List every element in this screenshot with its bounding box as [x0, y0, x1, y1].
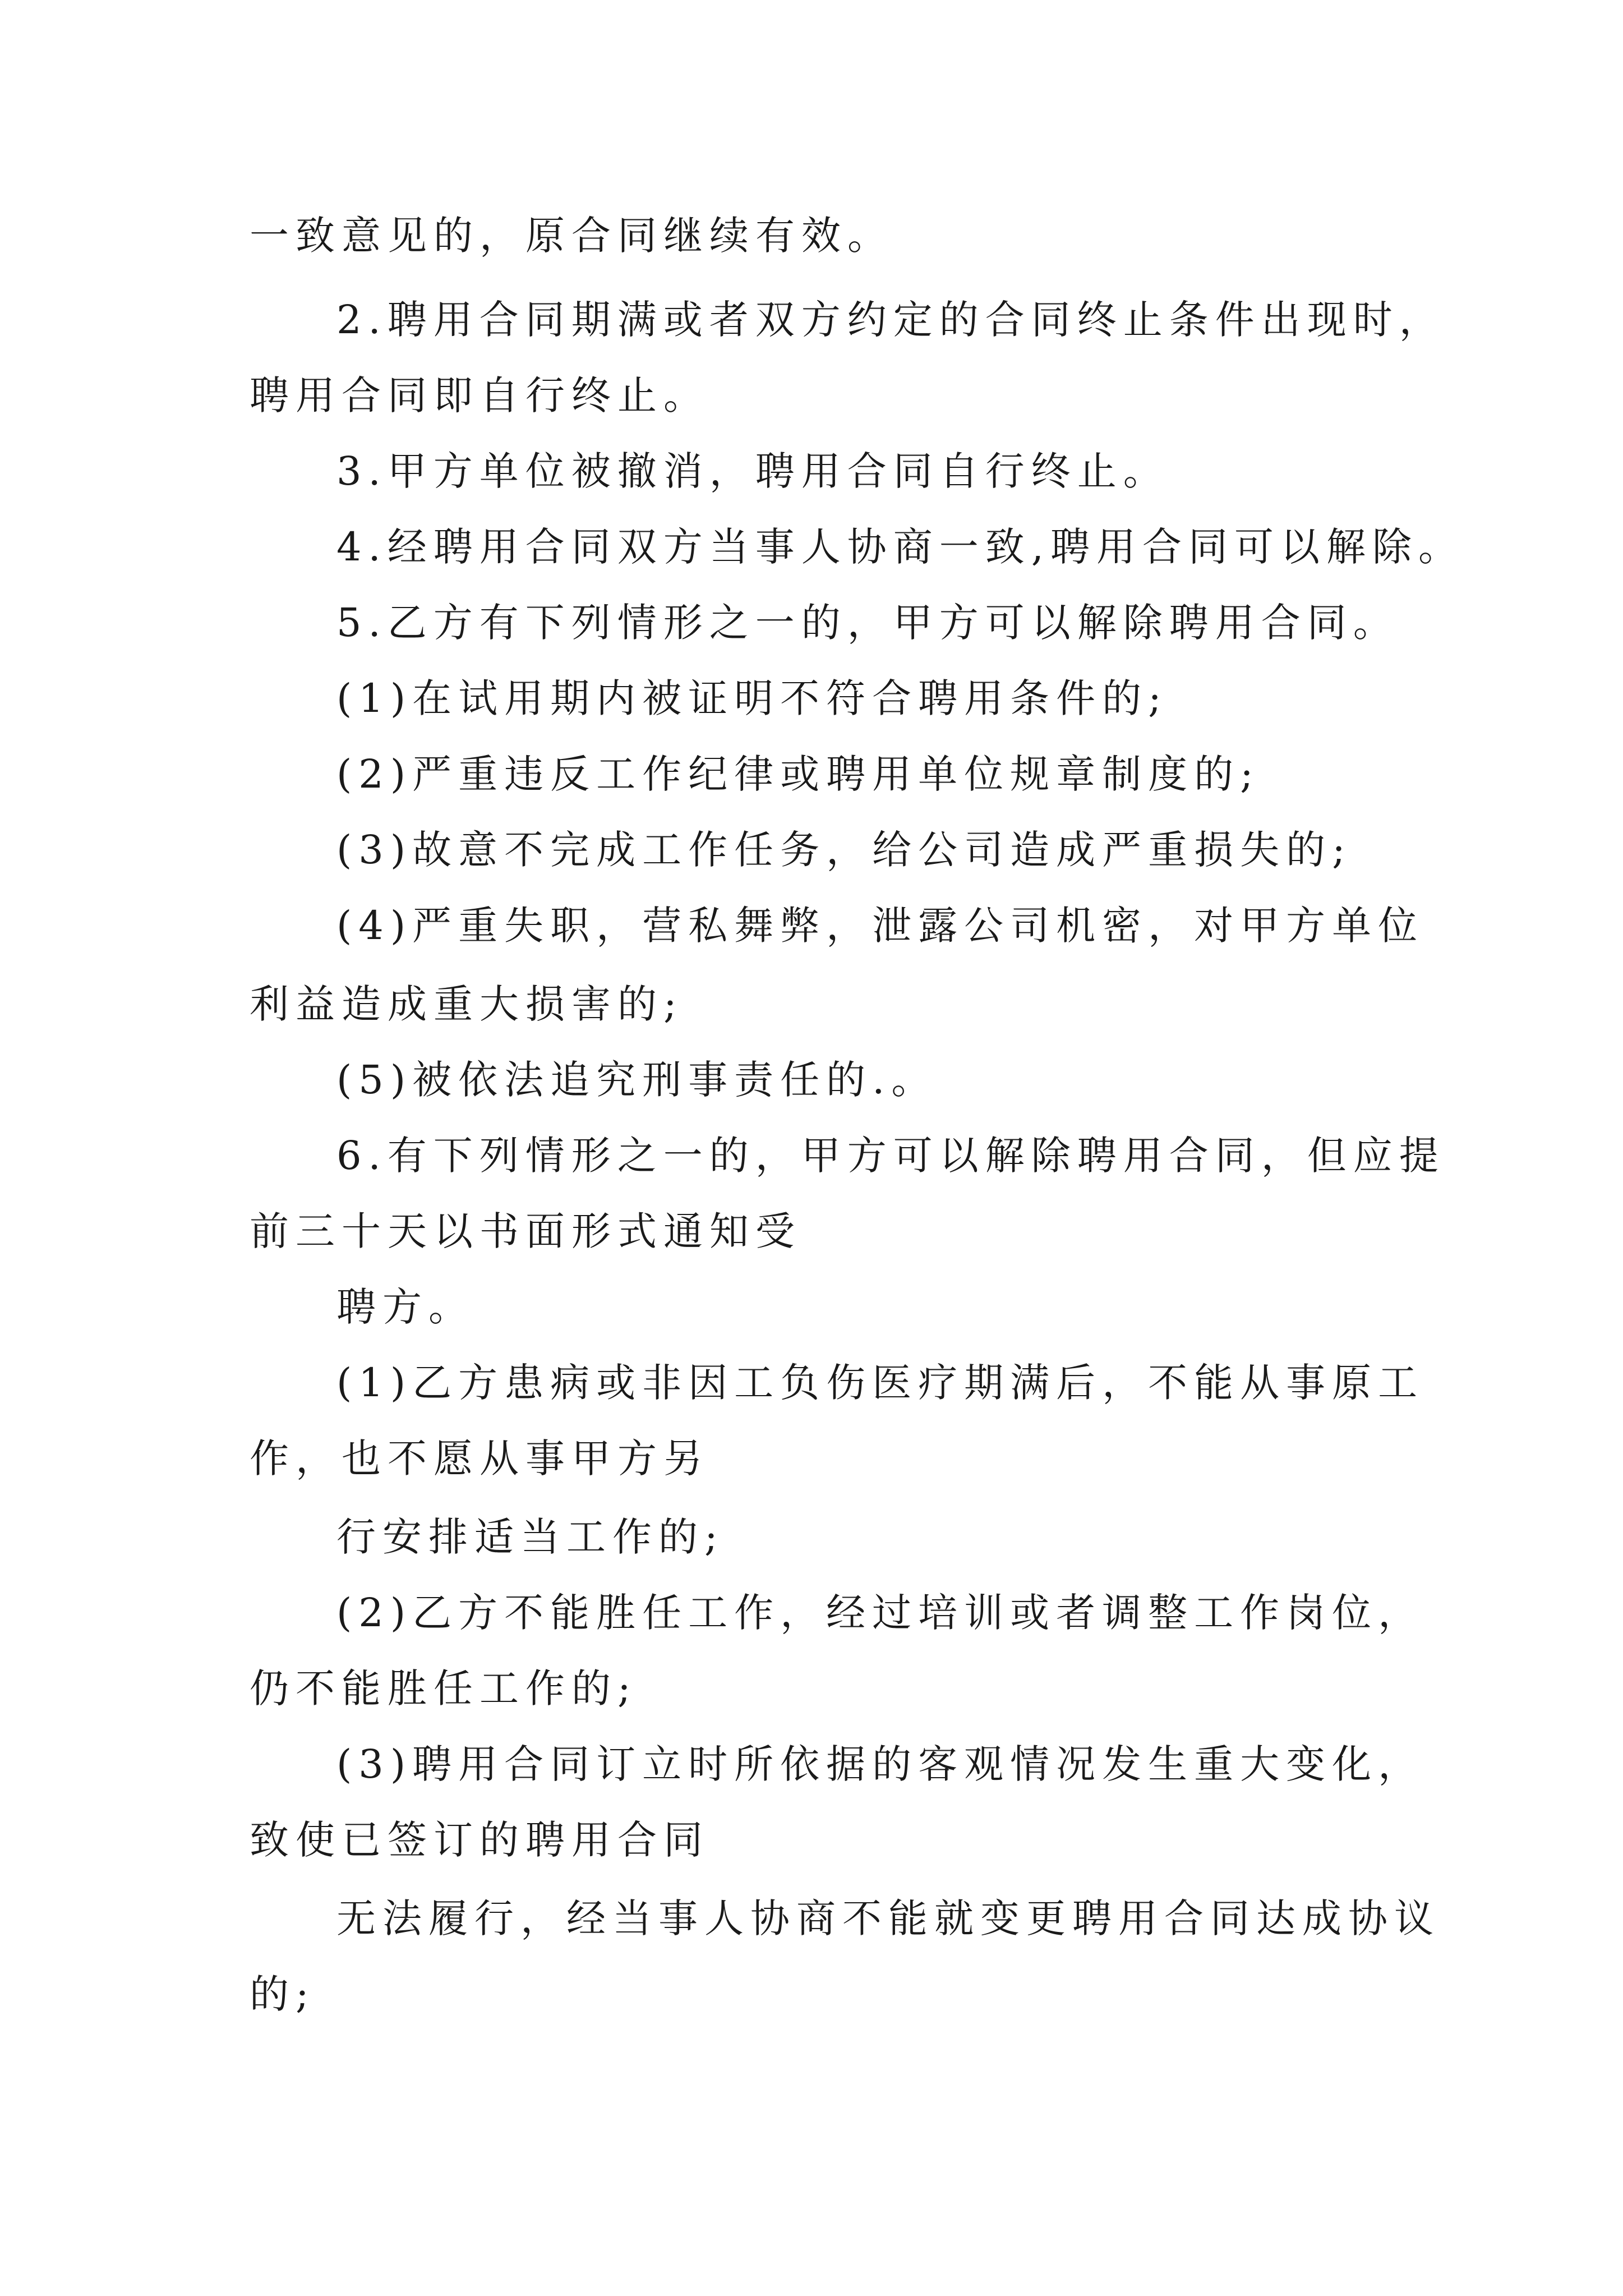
- text-line: 利益造成重大损害的;: [250, 981, 684, 1027]
- text-line: 3.甲方单位被撤消，聘用合同自行终止。: [336, 448, 1169, 494]
- text-line: 聘用合同即自行终止。: [250, 372, 709, 418]
- text-line: 2.聘用合同期满或者双方约定的合同终止条件出现时，: [336, 297, 1445, 343]
- text-line: (5)被依法追究刑事责任的.。: [336, 1057, 938, 1103]
- text-line: (2)严重违反工作纪律或聘用单位规章制度的;: [336, 751, 1260, 797]
- text-line: 的;: [250, 1971, 316, 2017]
- text-line: 前三十天以书面形式通知受: [250, 1208, 801, 1254]
- text-line: 无法履行，经当事人协商不能就变更聘用合同达成协议: [336, 1895, 1440, 1941]
- text-line: 仍不能胜任工作的;: [250, 1665, 638, 1711]
- text-line: (4)严重失职，营私舞弊，泄露公司机密，对甲方单位: [336, 903, 1424, 949]
- text-line: 致使已签订的聘用合同: [250, 1817, 709, 1863]
- text-line: (1)乙方患病或非因工负伤医疗期满后，不能从事原工: [336, 1360, 1424, 1406]
- text-line: 作，也不愿从事甲方另: [250, 1435, 709, 1481]
- text-line: 4.经聘用合同双方当事人协商一致,聘用合同可以解除。: [336, 524, 1465, 570]
- text-line: 5.乙方有下列情形之一的，甲方可以解除聘用合同。: [336, 600, 1399, 646]
- text-line: (1)在试用期内被证明不符合聘用条件的;: [336, 675, 1168, 721]
- text-line: (3)聘用合同订立时所依据的客观情况发生重大变化，: [336, 1741, 1424, 1787]
- text-line: (3)故意不完成工作任务，给公司造成严重损失的;: [336, 827, 1352, 873]
- text-line: 6.有下列情形之一的，甲方可以解除聘用合同，但应提: [336, 1133, 1445, 1179]
- text-line: (2)乙方不能胜任工作，经过培训或者调整工作岗位，: [336, 1590, 1424, 1636]
- text-line: 聘方。: [336, 1284, 474, 1330]
- text-line: 一致意见的，原合同继续有效。: [250, 213, 893, 259]
- text-line: 行安排适当工作的;: [336, 1514, 725, 1560]
